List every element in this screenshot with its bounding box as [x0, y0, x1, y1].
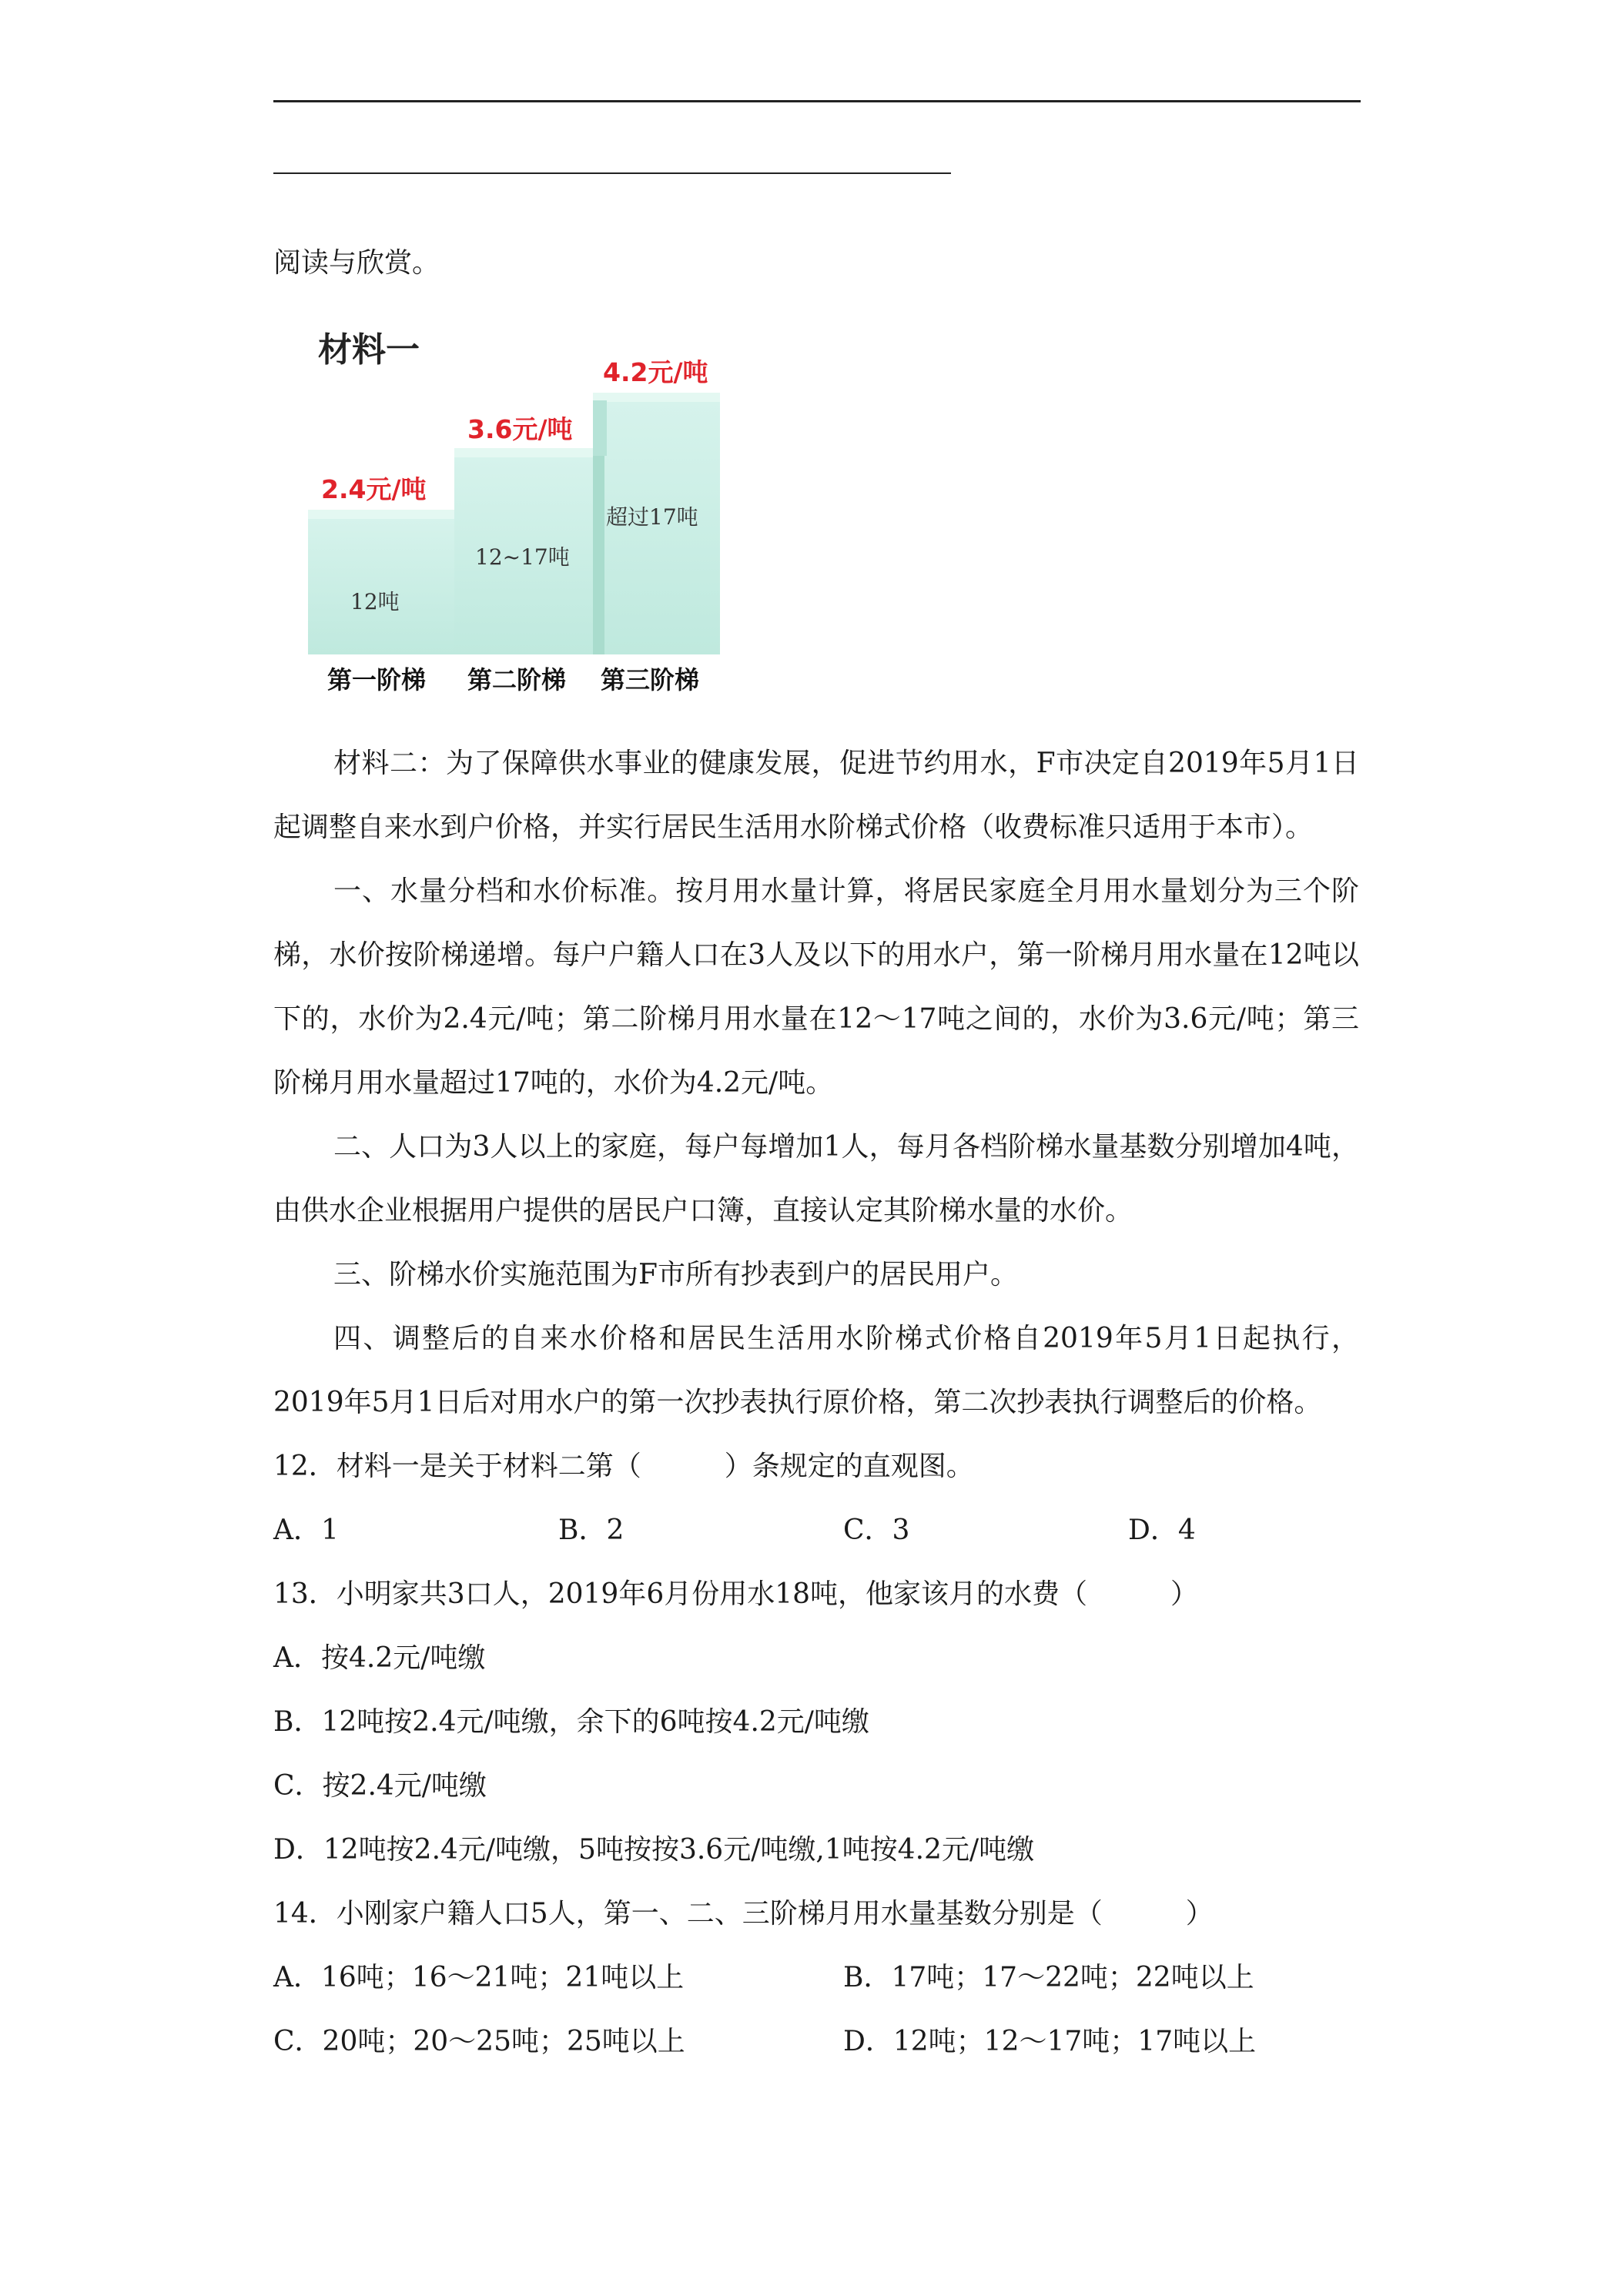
tier-2-price: 3.6元/吨: [467, 414, 573, 444]
tier-3-block-top: [593, 393, 720, 402]
question-13-stem: 13．小明家共3口人，2019年6月份用水18吨，他家该月的水费（ ）: [273, 1578, 1199, 1610]
section-label: 阅读与欣赏。: [273, 247, 440, 279]
question-12-option-c: C．3: [843, 1514, 910, 1546]
question-13-option-b: B．12吨按2.4元/吨缴，余下的6吨按4.2元/吨缴: [273, 1706, 869, 1738]
question-14-stem: 14．小刚家户籍人口5人，第一、二、三阶梯月用水量基数分别是（ ）: [273, 1898, 1214, 1930]
question-13-option-c: C．按2.4元/吨缴: [273, 1770, 487, 1802]
answer-line-1: [273, 100, 1361, 102]
tier-2-name: 第二阶梯: [467, 665, 567, 694]
tier-3-range: 超过17吨: [606, 504, 698, 530]
question-14-option-d: D．12吨；12～17吨；17吨以上: [843, 2026, 1257, 2057]
material-two-item-2: 二、人口为3人以上的家庭，每户每增加1人，每月各档阶梯水量基数分别增加4吨，由供水企业根据用户提供的居民户口簿，直接认定其阶梯水量的水价。: [273, 1131, 1359, 1227]
material-two-intro: 材料二：为了保障供水事业的健康发展，促进节约用水，F市决定自2019年5月1日起调整自来水到户价格，并实行居民生活用水阶梯式价格（收费标准只适用于本市）。: [273, 748, 1359, 843]
tier-1-name: 第一阶梯: [327, 665, 427, 694]
tier-3-price: 4.2元/吨: [603, 357, 708, 387]
tier-1-block-top: [308, 510, 454, 519]
tier-2-block-side: [593, 456, 604, 654]
material-two-item-3: 三、阶梯水价实施范围为F市所有抄表到户的居民用户。: [333, 1259, 1018, 1290]
question-12-option-a: A．1: [273, 1514, 339, 1546]
question-13-option-d: D．12吨按2.4元/吨缴，5吨按按3.6元/吨缴,1吨按4.2元/吨缴: [273, 1834, 1035, 1866]
figure-title: 材料一: [318, 330, 420, 370]
material-two-item-4: 四、调整后的自来水价格和居民生活用水阶梯式价格自2019年5月1日起执行，2019年5月1日后对用水户的第一次抄表执行原价格，第二次抄表执行调整后的价格。: [273, 1323, 1359, 1418]
question-12-option-d: D．4: [1128, 1514, 1196, 1546]
tier-3-block-left-face: [593, 400, 607, 456]
material-two-item-1: 一、水量分档和水价标准。按月用水量计算，将居民家庭全月用水量划分为三个阶梯，水价按阶梯递增。每户户籍人口在3人及以下的用水户，第一阶梯月用水量在12吨以下的，水价为2.4元/吨；第二阶梯月用水量在12～17吨之间的，水价为3.6元/吨；第三阶梯月用水量超过17吨的，水价为4.2元/吨。: [273, 875, 1359, 1099]
answer-line-2: [273, 172, 951, 174]
question-14-option-b: B．17吨；17～22吨；22吨以上: [843, 1962, 1254, 1993]
tier-1-price: 2.4元/吨: [321, 474, 427, 504]
question-14-option-c: C．20吨；20～25吨；25吨以上: [273, 2026, 685, 2057]
tier-2-block-top: [454, 448, 604, 457]
question-13-option-a: A．按4.2元/吨缴: [273, 1642, 486, 1674]
question-14-option-a: A．16吨；16～21吨；21吨以上: [273, 1962, 685, 1993]
material-one-figure: [304, 316, 743, 701]
tier-2-range: 12~17吨: [475, 544, 570, 570]
tier-3-name: 第三阶梯: [601, 665, 700, 694]
tier-1-range: 12吨: [350, 589, 400, 614]
question-12-option-b: B．2: [558, 1514, 624, 1546]
question-12-stem: 12．材料一是关于材料二第（ ）条规定的直观图。: [273, 1451, 974, 1482]
